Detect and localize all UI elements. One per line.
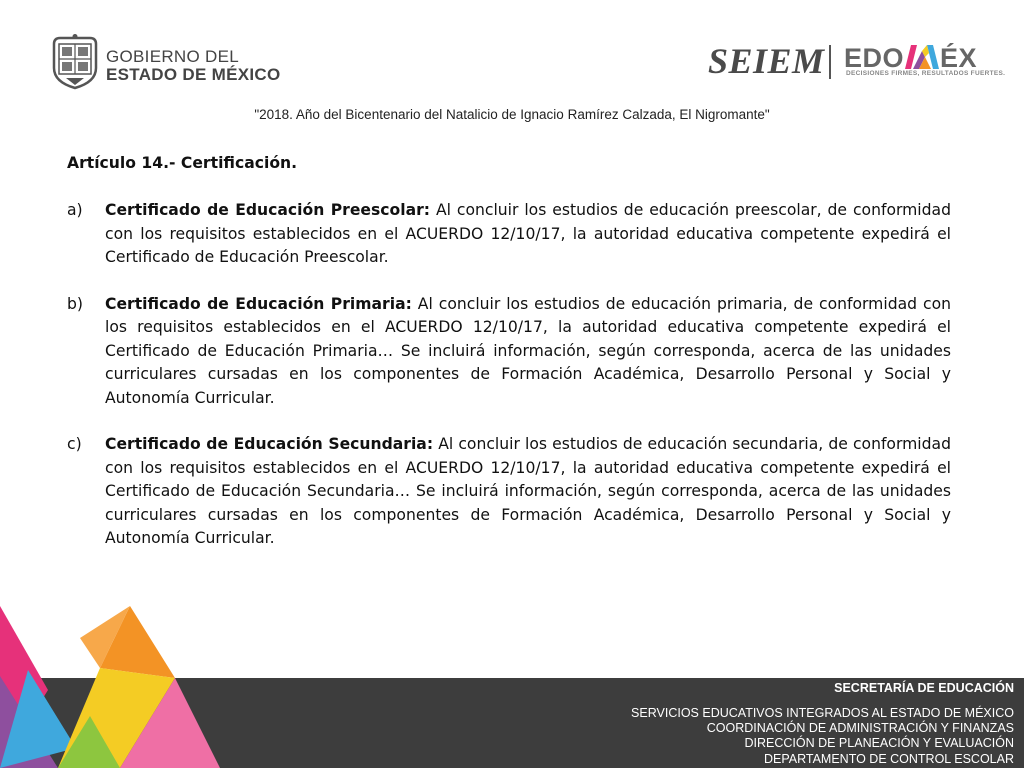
clause-secundaria: [67, 433, 951, 551]
footer-line: COORDINACIÓN DE ADMINISTRACIÓN Y FINANZAS: [706, 721, 1014, 736]
clause-heading: Certificado de Educación Secundaria:: [105, 435, 434, 453]
logo-divider: [829, 45, 831, 79]
clause-preescolar: [67, 199, 951, 270]
gobierno-wordmark: [106, 48, 281, 84]
clause-text: Al concluir los estudios de educación preescolar, de conformidad con los requisitos establecidos en el ACUERDO 12/10/17, la autoridad educativa competente expedirá el Certificado de Educación Preescolar.: [105, 201, 951, 266]
clause-heading: Certificado de Educación Preescolar:: [105, 201, 431, 219]
gobierno-logo: [50, 34, 290, 92]
decorative-triangles: [0, 598, 230, 768]
edomex-tagline: DECISIONES FIRMES, RESULTADOS FUERTES.: [846, 70, 1006, 77]
footer-line: DIRECCIÓN DE PLANEACIÓN Y EVALUACIÓN: [744, 736, 1014, 751]
footer-heading: SECRETARÍA DE EDUCACIÓN: [834, 681, 1014, 695]
gobierno-line2: ESTADO DE MÉXICO: [106, 65, 281, 84]
article-title: Artículo 14.- Certificación.: [67, 154, 298, 172]
year-caption: "2018. Año del Bicentenario del Natalicio de Ignacio Ramírez Calzada, El Nigromante": [254, 107, 770, 122]
seiem-logo: SEIEM: [708, 41, 825, 81]
clause-heading: Certificado de Educación Primaria:: [105, 294, 412, 313]
clause-letter: b): [67, 294, 83, 313]
footer-line: SERVICIOS EDUCATIVOS INTEGRADOS AL ESTADO DE MÉXICO: [631, 706, 1014, 720]
clause-letter: c): [67, 435, 82, 453]
clause-text: Al concluir los estudios de educación primaria, de conformidad con los requisitos establecidos en el ACUERDO 12/10/17, la autoridad educativa competente expedirá el Certificado de Educación Primaria… Se incluirá información, según corresponda, acerca de las unidades curriculares cursadas en los componentes de Formación Académica, Desarrollo Personal y Social y Autonomía Curricular.: [105, 294, 951, 407]
article-body: [67, 152, 951, 574]
state-crest-icon: [50, 34, 100, 90]
gobierno-line1: GOBIERNO DEL: [106, 47, 240, 66]
edomex-suffix: ÉX: [940, 43, 978, 73]
clause-text: Al concluir los estudios de educación secundaria, de conformidad con los requisitos establecidos en el ACUERDO 12/10/17, la autoridad educativa competente expedirá el Certificado de Educación Secundaria… Se incluirá información, según corresponda, acerca de las unidades curriculares cursadas en los componentes de Formación Académica, Desarrollo Personal y Social y Autonomía Curricular.: [105, 435, 951, 547]
edomex-prefix: EDO: [844, 43, 905, 73]
clause-primaria: [67, 293, 951, 411]
clause-letter: a): [67, 201, 83, 219]
edomex-m-icon: [905, 45, 939, 69]
footer-department-list: [631, 706, 1014, 767]
footer-line: DEPARTAMENTO DE CONTROL ESCOLAR: [763, 751, 1014, 766]
